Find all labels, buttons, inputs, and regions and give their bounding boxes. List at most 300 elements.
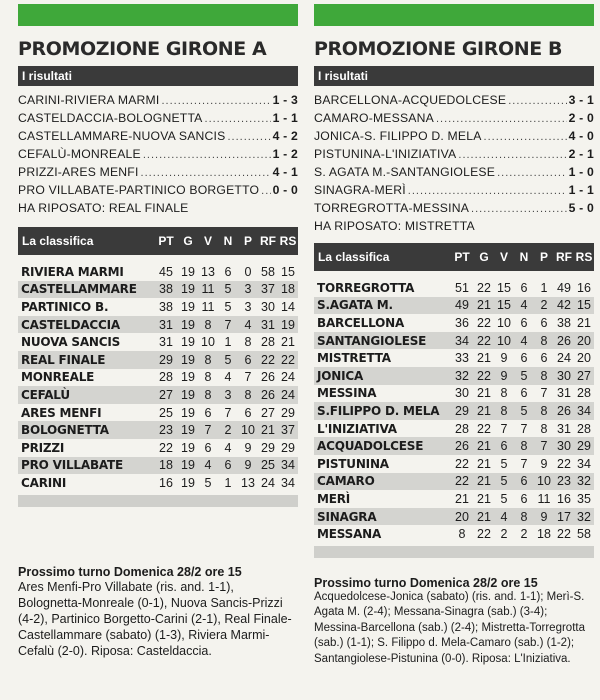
stat-cell: 21 bbox=[455, 491, 469, 506]
team-name: ACQUADOLCESE bbox=[317, 439, 424, 454]
team-name: NUOVA SANCIS bbox=[21, 335, 121, 350]
column-header: RF bbox=[260, 234, 276, 248]
team-name: MONREALE bbox=[21, 370, 95, 385]
team-name: MERÌ bbox=[317, 491, 351, 506]
result-row bbox=[314, 163, 594, 181]
stat-cell: 4 bbox=[224, 440, 232, 455]
result-score: 1 - 3 bbox=[272, 93, 298, 107]
stat-cell: 9 bbox=[540, 456, 548, 471]
standings-row bbox=[18, 351, 298, 369]
result-score: 4 - 2 bbox=[272, 129, 298, 143]
stat-cell: 6 bbox=[520, 351, 528, 366]
result-teams: CEFALÙ-MONREALE bbox=[18, 147, 141, 161]
standings-row bbox=[314, 473, 594, 491]
stat-cell: 18 bbox=[281, 282, 295, 297]
column-header: P bbox=[539, 250, 548, 264]
team-name: S.AGATA M. bbox=[317, 298, 393, 313]
stat-cell: 28 bbox=[577, 421, 591, 436]
stat-cell: 6 bbox=[540, 315, 548, 330]
table-footer-band bbox=[314, 546, 594, 558]
stat-cell: 5 bbox=[500, 456, 508, 471]
stat-cell: 6 bbox=[520, 315, 528, 330]
stat-cell: 27 bbox=[261, 405, 275, 420]
result-teams: PRIZZI-ARES MENFI bbox=[18, 165, 139, 179]
stat-cell: 22 bbox=[455, 456, 469, 471]
result-score: 1 - 1 bbox=[568, 183, 594, 197]
stat-cell: 21 bbox=[477, 474, 491, 489]
result-teams: BARCELLONA-ACQUEDOLCESE bbox=[314, 93, 507, 107]
stat-cell: 6 bbox=[244, 352, 252, 367]
girone-b-column bbox=[314, 0, 594, 667]
stat-cell: 38 bbox=[557, 315, 571, 330]
stat-cell: 29 bbox=[577, 439, 591, 454]
stat-cell: 2 bbox=[540, 298, 548, 313]
stat-cell: 21 bbox=[577, 315, 591, 330]
stat-cell: 15 bbox=[281, 264, 295, 279]
stat-cell: 6 bbox=[520, 491, 528, 506]
stat-cell: 6 bbox=[224, 264, 232, 279]
stat-cell: 7 bbox=[520, 421, 528, 436]
stat-cell: 38 bbox=[159, 282, 173, 297]
stat-cell: 19 bbox=[181, 475, 195, 490]
stat-cell: 58 bbox=[261, 264, 275, 279]
stat-cell: 51 bbox=[455, 280, 469, 295]
stat-cell: 4 bbox=[244, 317, 252, 332]
standings-row bbox=[314, 385, 594, 403]
stat-cell: 22 bbox=[281, 352, 295, 367]
stat-cell: 6 bbox=[520, 280, 528, 295]
standings-label: La classifica bbox=[318, 250, 390, 264]
result-teams: CAMARO-MESSANA bbox=[314, 111, 434, 125]
stat-cell: 6 bbox=[244, 405, 252, 420]
result-teams: CASTELDACCIA-BOLOGNETTA bbox=[18, 111, 203, 125]
standings-table bbox=[314, 279, 594, 543]
team-name: PRIZZI bbox=[21, 440, 65, 455]
stat-cell: 3 bbox=[224, 387, 232, 402]
column-header: V bbox=[499, 250, 508, 264]
stat-cell: 29 bbox=[281, 405, 295, 420]
results-header: I risultati bbox=[18, 66, 298, 86]
standings-row bbox=[314, 402, 594, 420]
stat-cell: 28 bbox=[455, 421, 469, 436]
team-name: PRO VILLABATE bbox=[21, 458, 124, 473]
standings-row bbox=[18, 298, 298, 316]
result-score: 4 - 0 bbox=[568, 129, 594, 143]
stat-cell: 6 bbox=[540, 351, 548, 366]
stat-cell: 28 bbox=[577, 386, 591, 401]
stat-cell: 27 bbox=[577, 368, 591, 383]
stat-cell: 19 bbox=[181, 440, 195, 455]
stat-cell: 19 bbox=[181, 317, 195, 332]
result-teams: S. AGATA M.-SANTANGIOLESE bbox=[314, 165, 496, 179]
result-row bbox=[18, 181, 298, 199]
stat-cell: 8 bbox=[204, 352, 212, 367]
stat-cell: 8 bbox=[244, 387, 252, 402]
stat-cell: 7 bbox=[224, 405, 232, 420]
stat-cell: 21 bbox=[477, 298, 491, 313]
stat-cell: 22 bbox=[477, 368, 491, 383]
result-row bbox=[314, 181, 594, 199]
standings-row bbox=[314, 490, 594, 508]
stat-cell: 58 bbox=[577, 527, 591, 542]
next-round-text: Acquedolcese-Jonica (sabato) (ris. and. 1-1); Merì-S. Agata M. (2-4); Messana-Sinagra (sab.) (3-4); Messina-Barcellona (sab.) (2-4); Mistretta-Torregrotta (sab.) (1-1); S. Filippo d. Mela-Camaro (sab.) (1-2); Santangiolese-Pistunina (0-0). Riposa: L'Iniziativa. bbox=[314, 590, 585, 665]
stat-cell: 1 bbox=[224, 335, 232, 350]
team-name: BARCELLONA bbox=[317, 315, 405, 330]
standings-row bbox=[314, 437, 594, 455]
stat-cell: 22 bbox=[477, 333, 491, 348]
stat-cell: 5 bbox=[224, 299, 232, 314]
stat-cell: 3 bbox=[244, 299, 252, 314]
stat-cell: 5 bbox=[500, 474, 508, 489]
stat-cell: 34 bbox=[281, 458, 295, 473]
result-row bbox=[18, 91, 298, 109]
table-footer-band bbox=[18, 495, 298, 507]
column-header: G bbox=[183, 234, 193, 248]
stat-cell: 32 bbox=[577, 474, 591, 489]
stat-cell: 24 bbox=[261, 475, 275, 490]
standings-row bbox=[18, 474, 298, 492]
standings-row bbox=[314, 279, 594, 297]
stat-cell: 10 bbox=[201, 335, 215, 350]
stat-cell: 31 bbox=[159, 317, 173, 332]
column-header: RS bbox=[575, 250, 593, 264]
stat-cell: 8 bbox=[540, 368, 548, 383]
stat-cell: 30 bbox=[455, 386, 469, 401]
stat-cell: 11 bbox=[537, 491, 551, 506]
stat-cell: 30 bbox=[557, 368, 571, 383]
stat-cell: 11 bbox=[201, 282, 215, 297]
stat-cell: 8 bbox=[204, 317, 212, 332]
standings-row bbox=[18, 263, 298, 281]
team-name: SANTANGIOLESE bbox=[317, 333, 427, 348]
stat-cell: 9 bbox=[244, 458, 252, 473]
team-name: L'INIZIATIVA bbox=[317, 421, 397, 436]
result-teams: JONICA-S. FILIPPO D. MELA bbox=[314, 129, 482, 143]
stat-cell: 28 bbox=[159, 370, 173, 385]
team-name: CARINI bbox=[21, 475, 67, 490]
stat-cell: 21 bbox=[261, 423, 275, 438]
stat-cell: 19 bbox=[181, 387, 195, 402]
standings-header bbox=[314, 243, 594, 271]
stat-cell: 21 bbox=[281, 335, 295, 350]
stat-cell: 31 bbox=[557, 421, 571, 436]
stat-cell: 22 bbox=[261, 352, 275, 367]
results-list bbox=[18, 91, 298, 217]
stat-cell: 37 bbox=[281, 423, 295, 438]
stat-cell: 24 bbox=[557, 351, 571, 366]
stat-cell: 8 bbox=[540, 421, 548, 436]
result-row bbox=[18, 109, 298, 127]
column-header: N bbox=[519, 250, 529, 264]
stat-cell: 4 bbox=[224, 370, 232, 385]
standings-row bbox=[18, 386, 298, 404]
team-name: S.FILIPPO D. MELA bbox=[317, 403, 440, 418]
stat-cell: 17 bbox=[557, 509, 571, 524]
stat-cell: 29 bbox=[261, 440, 275, 455]
stat-cell: 30 bbox=[261, 299, 275, 314]
stat-cell: 49 bbox=[455, 298, 469, 313]
stat-cell: 7 bbox=[540, 386, 548, 401]
stat-cell: 19 bbox=[181, 282, 195, 297]
girone-a-column bbox=[18, 0, 298, 659]
stat-cell: 9 bbox=[500, 351, 508, 366]
stat-cell: 21 bbox=[477, 351, 491, 366]
stat-cell: 7 bbox=[224, 317, 232, 332]
girone-title: PROMOZIONE GIRONE A bbox=[18, 38, 267, 60]
team-name: MESSINA bbox=[317, 386, 377, 401]
green-header-bar bbox=[18, 4, 298, 26]
riposo-text: HA RIPOSATO: MISTRETTA bbox=[314, 219, 475, 233]
stat-cell: 29 bbox=[159, 352, 173, 367]
column-header: PT bbox=[454, 250, 470, 264]
stat-cell: 5 bbox=[520, 403, 528, 418]
result-score: 1 - 1 bbox=[272, 111, 298, 125]
result-score: 4 - 1 bbox=[272, 165, 298, 179]
column-header: N bbox=[223, 234, 233, 248]
stat-cell: 31 bbox=[557, 386, 571, 401]
standings-row bbox=[314, 297, 594, 315]
stat-cell: 6 bbox=[204, 440, 212, 455]
stat-cell: 10 bbox=[241, 423, 255, 438]
stat-cell: 20 bbox=[577, 351, 591, 366]
stat-cell: 21 bbox=[477, 491, 491, 506]
stat-cell: 8 bbox=[204, 370, 212, 385]
standings-row bbox=[314, 420, 594, 438]
stat-cell: 8 bbox=[458, 527, 466, 542]
stat-cell: 14 bbox=[281, 299, 295, 314]
stat-cell: 7 bbox=[204, 423, 212, 438]
team-name: BOLOGNETTA bbox=[21, 423, 109, 438]
stat-cell: 31 bbox=[261, 317, 275, 332]
stat-cell: 7 bbox=[244, 370, 252, 385]
stat-cell: 16 bbox=[159, 475, 173, 490]
result-score: 1 - 2 bbox=[272, 147, 298, 161]
stat-cell: 10 bbox=[537, 474, 551, 489]
stat-cell: 34 bbox=[281, 475, 295, 490]
result-teams: PRO VILLABATE-PARTINICO BORGETTO bbox=[18, 183, 260, 197]
stat-cell: 9 bbox=[244, 440, 252, 455]
stat-cell: 49 bbox=[557, 280, 571, 295]
stat-cell: 13 bbox=[201, 264, 215, 279]
stat-cell: 19 bbox=[181, 458, 195, 473]
standings-row bbox=[18, 404, 298, 422]
next-round-title: Prossimo turno Domenica 28/2 ore 15 bbox=[314, 575, 538, 590]
result-score: 0 - 0 bbox=[272, 183, 298, 197]
stat-cell: 26 bbox=[261, 387, 275, 402]
stat-cell: 25 bbox=[159, 405, 173, 420]
stat-cell: 5 bbox=[204, 475, 212, 490]
result-row bbox=[314, 199, 594, 217]
stat-cell: 8 bbox=[540, 403, 548, 418]
stat-cell: 38 bbox=[159, 299, 173, 314]
team-name: REAL FINALE bbox=[21, 352, 106, 367]
stat-cell: 19 bbox=[181, 423, 195, 438]
green-header-bar bbox=[314, 4, 594, 26]
stat-cell: 22 bbox=[455, 474, 469, 489]
stat-cell: 19 bbox=[181, 299, 195, 314]
stat-cell: 6 bbox=[204, 405, 212, 420]
stat-cell: 21 bbox=[477, 456, 491, 471]
result-row bbox=[18, 145, 298, 163]
stat-cell: 6 bbox=[500, 439, 508, 454]
next-round-title: Prossimo turno Domenica 28/2 ore 15 bbox=[18, 564, 242, 579]
stat-cell: 1 bbox=[224, 475, 232, 490]
stat-cell: 7 bbox=[520, 456, 528, 471]
stat-cell: 7 bbox=[500, 421, 508, 436]
stat-cell: 36 bbox=[455, 315, 469, 330]
stat-cell: 16 bbox=[557, 491, 571, 506]
stat-cell: 8 bbox=[244, 335, 252, 350]
stat-cell: 8 bbox=[520, 439, 528, 454]
stat-cell: 0 bbox=[244, 264, 252, 279]
stat-cell: 5 bbox=[500, 491, 508, 506]
stat-cell: 19 bbox=[181, 370, 195, 385]
team-name: JONICA bbox=[317, 368, 364, 383]
standings-header bbox=[18, 227, 298, 255]
stat-cell: 24 bbox=[281, 387, 295, 402]
stat-cell: 26 bbox=[557, 333, 571, 348]
stat-cell: 15 bbox=[577, 298, 591, 313]
stat-cell: 34 bbox=[577, 456, 591, 471]
stat-cell: 21 bbox=[477, 509, 491, 524]
result-score: 2 - 1 bbox=[568, 147, 594, 161]
stat-cell: 3 bbox=[244, 282, 252, 297]
stat-cell: 18 bbox=[159, 458, 173, 473]
stat-cell: 26 bbox=[557, 403, 571, 418]
stat-cell: 8 bbox=[520, 509, 528, 524]
stat-cell: 34 bbox=[577, 403, 591, 418]
stat-cell: 9 bbox=[500, 368, 508, 383]
stat-cell: 26 bbox=[455, 439, 469, 454]
girone-title: PROMOZIONE GIRONE B bbox=[314, 38, 563, 60]
result-teams: SINAGRA-MERÌ bbox=[314, 183, 406, 197]
stat-cell: 22 bbox=[477, 315, 491, 330]
standings-row bbox=[18, 457, 298, 475]
stat-cell: 32 bbox=[577, 509, 591, 524]
column-header: RF bbox=[556, 250, 572, 264]
result-row bbox=[18, 163, 298, 181]
stat-cell: 22 bbox=[477, 280, 491, 295]
result-teams: CARINI-RIVIERA MARMI bbox=[18, 93, 160, 107]
standings-row bbox=[314, 332, 594, 350]
results-header: I risultati bbox=[314, 66, 594, 86]
stat-cell: 33 bbox=[455, 351, 469, 366]
next-round-text: Ares Menfi-Pro Villabate (ris. and. 1-1), Bolognetta-Monreale (0-1), Nuova Sancis-Prizzi (4-2), Partinico Borgetto-Carini (2-1), Real Finale-Castellammare (sabato) (1-3), Riviera Marmi-Cefalù (2-0). Riposa: Casteldaccia. bbox=[18, 579, 292, 658]
standings-row bbox=[314, 525, 594, 543]
team-name: CEFALÙ bbox=[21, 387, 70, 402]
result-teams: TORREGROTTA-MESSINA bbox=[314, 201, 470, 215]
stat-cell: 4 bbox=[520, 333, 528, 348]
stat-cell: 20 bbox=[577, 333, 591, 348]
standings-row bbox=[18, 281, 298, 299]
standings-row bbox=[314, 367, 594, 385]
stat-cell: 35 bbox=[577, 491, 591, 506]
standings-row bbox=[18, 369, 298, 387]
standings-row bbox=[314, 314, 594, 332]
stat-cell: 26 bbox=[261, 370, 275, 385]
standings-row bbox=[18, 439, 298, 457]
team-name: CAMARO bbox=[317, 474, 375, 489]
standings-label: La classifica bbox=[22, 234, 94, 248]
column-header: P bbox=[243, 234, 252, 248]
result-score: 2 - 0 bbox=[568, 111, 594, 125]
stat-cell: 4 bbox=[500, 509, 508, 524]
result-row bbox=[18, 127, 298, 145]
stat-cell: 15 bbox=[497, 280, 511, 295]
stat-cell: 15 bbox=[497, 298, 511, 313]
stat-cell: 10 bbox=[497, 333, 511, 348]
stat-cell: 22 bbox=[477, 421, 491, 436]
standings-row bbox=[18, 421, 298, 439]
column-header: RS bbox=[279, 234, 297, 248]
team-name: SINAGRA bbox=[317, 509, 377, 524]
stat-cell: 19 bbox=[181, 405, 195, 420]
team-name: PARTINICO B. bbox=[21, 299, 109, 314]
stat-cell: 19 bbox=[181, 352, 195, 367]
stat-cell: 8 bbox=[540, 333, 548, 348]
stat-cell: 21 bbox=[477, 403, 491, 418]
team-name: CASTELLAMMARE bbox=[21, 282, 137, 297]
stat-cell: 8 bbox=[500, 386, 508, 401]
standings-row bbox=[314, 349, 594, 367]
stat-cell: 6 bbox=[520, 386, 528, 401]
column-header: V bbox=[203, 234, 212, 248]
standings-row bbox=[314, 455, 594, 473]
stat-cell: 19 bbox=[181, 264, 195, 279]
stat-cell: 24 bbox=[281, 370, 295, 385]
stat-cell: 10 bbox=[497, 315, 511, 330]
stat-cell: 37 bbox=[261, 282, 275, 297]
stat-cell: 1 bbox=[540, 280, 548, 295]
team-name: ARES MENFI bbox=[21, 405, 102, 420]
stat-cell: 21 bbox=[477, 386, 491, 401]
result-score: 3 - 1 bbox=[568, 93, 594, 107]
stat-cell: 5 bbox=[224, 282, 232, 297]
stat-cell: 2 bbox=[224, 423, 232, 438]
result-row bbox=[314, 145, 594, 163]
stat-cell: 8 bbox=[204, 387, 212, 402]
stat-cell: 19 bbox=[281, 317, 295, 332]
team-name: TORREGROTTA bbox=[317, 280, 415, 295]
stat-cell: 27 bbox=[159, 387, 173, 402]
stat-cell: 28 bbox=[261, 335, 275, 350]
standings-row bbox=[314, 508, 594, 526]
stat-cell: 42 bbox=[557, 298, 571, 313]
stat-cell: 32 bbox=[455, 368, 469, 383]
stat-cell: 7 bbox=[540, 439, 548, 454]
results-list bbox=[314, 91, 594, 235]
result-teams: PISTUNINA-L'INIZIATIVA bbox=[314, 147, 457, 161]
stat-cell: 4 bbox=[520, 298, 528, 313]
result-teams: CASTELLAMMARE-NUOVA SANCIS bbox=[18, 129, 226, 143]
stat-cell: 20 bbox=[455, 509, 469, 524]
stat-cell: 34 bbox=[455, 333, 469, 348]
stat-cell: 9 bbox=[540, 509, 548, 524]
team-name: RIVIERA MARMI bbox=[21, 264, 124, 279]
stat-cell: 21 bbox=[477, 439, 491, 454]
riposo-text: HA RIPOSATO: REAL FINALE bbox=[18, 201, 189, 215]
stat-cell: 8 bbox=[500, 403, 508, 418]
stat-cell: 29 bbox=[281, 440, 295, 455]
column-header: G bbox=[479, 250, 489, 264]
result-score: 5 - 0 bbox=[568, 201, 594, 215]
stat-cell: 22 bbox=[477, 527, 491, 542]
stat-cell: 19 bbox=[181, 335, 195, 350]
standings-table bbox=[18, 263, 298, 492]
stat-cell: 18 bbox=[537, 527, 551, 542]
team-name: MESSANA bbox=[317, 527, 382, 542]
stat-cell: 5 bbox=[224, 352, 232, 367]
